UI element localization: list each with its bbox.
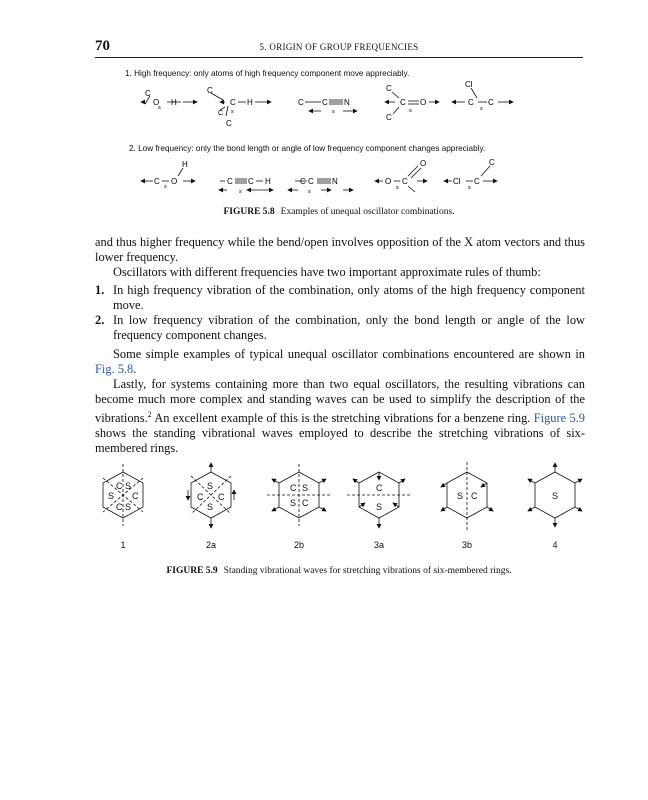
svg-text:C: C xyxy=(308,177,314,186)
svg-text:C: C xyxy=(132,491,139,501)
fig58-row2-label: 2. Low frequency: only the bond length or angle of low frequency component changes appreciably. xyxy=(129,144,486,153)
svg-text:s: s xyxy=(239,189,242,195)
fig-5-8-link[interactable]: Fig. 5.8 xyxy=(95,362,134,376)
svg-text:C: C xyxy=(207,86,213,95)
svg-text:S: S xyxy=(376,502,383,512)
svg-text:s: s xyxy=(409,108,412,114)
fig58-clcc-low xyxy=(444,166,497,181)
figure-5-9 xyxy=(95,460,585,560)
svg-text:S: S xyxy=(457,491,464,501)
fig58-oh-c: C xyxy=(145,89,151,98)
ring-label-2a: 2a xyxy=(205,540,217,550)
svg-text:C: C xyxy=(376,483,383,493)
svg-text:S: S xyxy=(108,491,115,501)
paragraph-4: Lastly, for systems containing more than two equal oscillators, the resulting vibrations can become much more complex and standing waves can be used to simplify the description of the vibrations.$^2$ An excellent example of this is the stretching vibrations for a benzene ring. Figure 5.9 shows the standing vibrational waves employed to describe the stretching vibrations of six-membered rings. xyxy=(95,377,586,456)
svg-text:C: C xyxy=(471,491,478,501)
figure-5-8-caption xyxy=(95,207,583,217)
svg-text:C: C xyxy=(302,498,309,508)
figure-5-9-number: FIGURE 5.9 xyxy=(166,566,218,576)
svg-text:H: H xyxy=(247,98,253,107)
figure-5-8 xyxy=(95,60,585,208)
svg-text:C: C xyxy=(226,119,232,128)
svg-text:C: C xyxy=(488,98,494,107)
svg-text:s: s xyxy=(396,185,399,191)
ring-label-3a: 3a xyxy=(373,540,385,550)
figure-5-9-caption xyxy=(95,566,583,576)
paragraph-2: Oscillators with different frequencies have two important approximate rules of thumb: xyxy=(113,265,541,279)
paragraph-1: and thus higher frequency while the bend/open involves opposition of the X atom vectors and thus lower frequency. xyxy=(95,235,585,264)
svg-text:C: C xyxy=(290,483,297,493)
rule-2 xyxy=(95,313,585,343)
figure-5-8-text: Examples of unequal oscillator combinations. xyxy=(280,207,455,217)
svg-text:C: C xyxy=(402,177,408,186)
svg-text:H: H xyxy=(265,177,271,186)
fig-5-9-link[interactable]: Figure 5.9 xyxy=(533,411,586,426)
figure-5-8-number: FIGURE 5.8 xyxy=(223,207,275,217)
svg-text:s: s xyxy=(332,109,335,115)
svg-text:s: s xyxy=(231,109,234,115)
svg-text:C: C xyxy=(248,177,254,186)
ring-label-4: 4 xyxy=(552,540,558,550)
svg-text:Cl: Cl xyxy=(453,177,461,186)
svg-text:S: S xyxy=(125,481,132,491)
rule-1-text: In high frequency vibration of the combination, only atoms of the high frequency component move. xyxy=(113,283,585,312)
rule-1-number: 1. xyxy=(95,283,105,297)
svg-text:S: S xyxy=(207,502,214,512)
svg-text:O: O xyxy=(385,177,392,186)
svg-text:C: C xyxy=(298,98,304,107)
svg-text:C: C xyxy=(386,84,392,93)
fig58-row1-label: 1. High frequency: only atoms of high frequency component move appreciably. xyxy=(125,69,410,78)
svg-text:C: C xyxy=(474,177,480,186)
fig58-coh-low xyxy=(141,168,195,181)
running-head: 5. ORIGIN OF GROUP FREQUENCIES xyxy=(259,42,419,52)
page-number: 70 xyxy=(95,38,110,54)
ring-label-1: 1 xyxy=(120,540,126,550)
fig58-co-high xyxy=(385,92,439,114)
svg-text:N: N xyxy=(344,98,350,107)
svg-text:C: C xyxy=(116,481,123,491)
svg-text:s: s xyxy=(468,185,471,191)
svg-text:C: C xyxy=(218,492,225,502)
svg-text:O: O xyxy=(420,159,427,168)
rule-2-number: 2. xyxy=(95,313,105,327)
svg-text:H: H xyxy=(182,160,188,169)
fig58-oh-o: O xyxy=(153,98,160,107)
svg-text:C: C xyxy=(230,98,236,107)
fig58-clcc-high xyxy=(452,88,513,102)
ring-label-2b: 2b xyxy=(293,540,305,550)
svg-text:C: C xyxy=(300,177,306,186)
svg-text:C: C xyxy=(468,98,474,107)
svg-text:C: C xyxy=(489,158,495,167)
svg-text:S: S xyxy=(207,481,214,491)
fig58-oh-s: s xyxy=(158,105,161,111)
paragraph-3: Some simple examples of typical unequal oscillator combinations encountered are shown in Fig. 5.8. xyxy=(95,347,585,376)
fig58-ccn-low xyxy=(288,179,353,190)
rule-2-text: In low frequency vibration of the combination, only the bond length or angle of the low frequency component changes. xyxy=(113,313,585,342)
svg-text:C: C xyxy=(322,98,328,107)
svg-text:C: C xyxy=(218,110,224,117)
ring-label-3b: 3b xyxy=(461,540,473,550)
svg-text:S: S xyxy=(125,502,132,512)
svg-text:C: C xyxy=(227,177,233,186)
svg-text:S: S xyxy=(302,483,309,493)
svg-text:O: O xyxy=(171,177,178,186)
svg-text:s: s xyxy=(480,106,483,112)
svg-text:N: N xyxy=(332,177,338,186)
fig58-oco-low xyxy=(375,166,427,192)
fig58-oh-h: H xyxy=(171,98,177,107)
svg-text:O: O xyxy=(420,98,427,107)
svg-text:C: C xyxy=(154,177,160,186)
svg-text:s: s xyxy=(308,189,311,195)
rule-1 xyxy=(95,283,585,313)
svg-text:C: C xyxy=(116,502,123,512)
header-rule xyxy=(95,57,583,58)
body-text xyxy=(95,235,585,456)
figure-5-9-text: Standing vibrational waves for stretching vibrations of six-membered rings. xyxy=(223,566,512,576)
svg-text:C: C xyxy=(386,113,392,122)
svg-text:C: C xyxy=(197,492,204,502)
svg-text:s: s xyxy=(164,184,167,190)
svg-text:S: S xyxy=(552,491,559,501)
svg-text:Cl: Cl xyxy=(465,80,473,89)
svg-text:S: S xyxy=(290,498,297,508)
reference-2[interactable]: 2 xyxy=(147,410,152,419)
svg-text:C: C xyxy=(400,98,406,107)
